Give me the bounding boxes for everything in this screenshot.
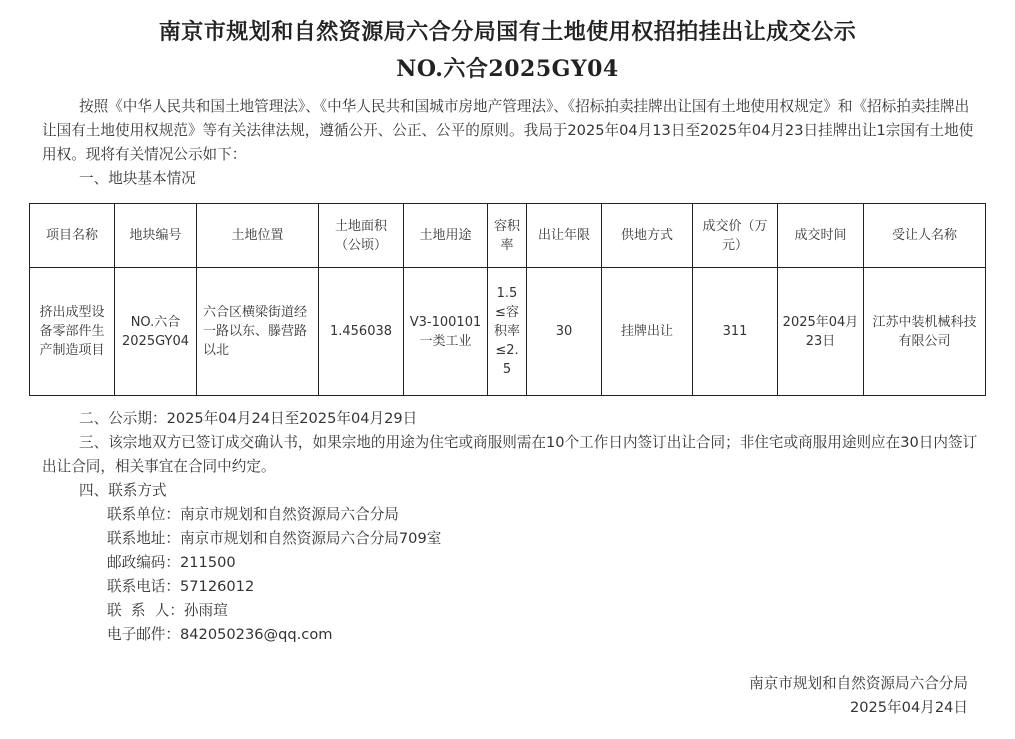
section-1-heading: 一、地块基本情况: [79, 170, 196, 187]
cell-area: 1.456038: [319, 268, 404, 396]
contact-person: 联 系 人：孙雨瑄: [107, 602, 228, 619]
cell-supply-method: 挂牌出让: [602, 268, 693, 396]
contact-postcode: 邮政编码：211500: [107, 554, 236, 571]
section-2-publicity-period: 二、公示期：2025年04月24日至2025年04月29日: [79, 410, 418, 427]
section-3-contract-terms: 三、该宗地双方已签订成交确认书，如果宗地的用途为住宅或商服则需在10个工作日内签订出让合同；非住宅或商服用途则应在30日内签订出让合同，相关事宜在合同中约定。: [42, 434, 978, 475]
contact-phone: 联系电话：57126012: [107, 578, 255, 595]
cell-term: 30: [527, 268, 602, 396]
contact-email[interactable]: 电子邮件：842050236@qq.com: [107, 626, 333, 643]
header-area: 土地面积（公顷）: [319, 204, 404, 268]
header-assignee: 受让人名称: [864, 204, 986, 268]
cell-location: 六合区横梁街道经一路以东、滕营路以北: [197, 268, 319, 396]
header-parcel-no: 地块编号: [115, 204, 197, 268]
page-title: 南京市规划和自然资源局六合分局国有土地使用权招拍挂出让成交公示: [158, 19, 857, 45]
header-project-name: 项目名称: [30, 204, 115, 268]
signature-org: 南京市规划和自然资源局六合分局: [749, 675, 968, 692]
intro-paragraph: 按照《中华人民共和国土地管理法》、《中华人民共和国城市房地产管理法》、《招标拍卖挂牌出让国有土地使用权规定》和《招标拍卖挂牌出让国有土地使用权规范》等有关法律法规，遵循公开、公正、公平的原则。我局于2025年04月13日至2025年04月23日挂牌出让1宗国有土地使用权。现将有关情况公示如下：: [42, 98, 974, 163]
header-land-use: 土地用途: [404, 204, 488, 268]
cell-plot-ratio: 1.5≤容积率≤2.5: [488, 268, 527, 396]
cell-assignee: 江苏中装机械科技有限公司: [864, 268, 986, 396]
header-deal-time: 成交时间: [778, 204, 864, 268]
section-4-heading: 四、联系方式: [79, 482, 167, 499]
header-location: 土地位置: [197, 204, 319, 268]
cell-land-use: V3-100101一类工业: [404, 268, 488, 396]
land-info-table: [29, 203, 986, 396]
signature-date: 2025年04月24日: [849, 699, 968, 716]
header-supply-method: 供地方式: [602, 204, 693, 268]
cell-parcel-no: NO.六合2025GY04: [115, 268, 197, 396]
contact-address: 联系地址：南京市规划和自然资源局六合分局709室: [107, 530, 442, 547]
header-price: 成交价（万元）: [693, 204, 778, 268]
header-term: 出让年限: [527, 204, 602, 268]
cell-price: 311: [693, 268, 778, 396]
contact-unit: 联系单位：南京市规划和自然资源局六合分局: [107, 506, 399, 523]
table-row: [30, 268, 986, 396]
page-subtitle: NO.六合2025GY04: [396, 56, 619, 82]
table-header-row: [30, 204, 986, 268]
cell-project-name: 挤出成型设备零部件生产制造项目: [30, 268, 115, 396]
cell-deal-time: 2025年04月23日: [778, 268, 864, 396]
header-plot-ratio: 容积率: [488, 204, 527, 268]
